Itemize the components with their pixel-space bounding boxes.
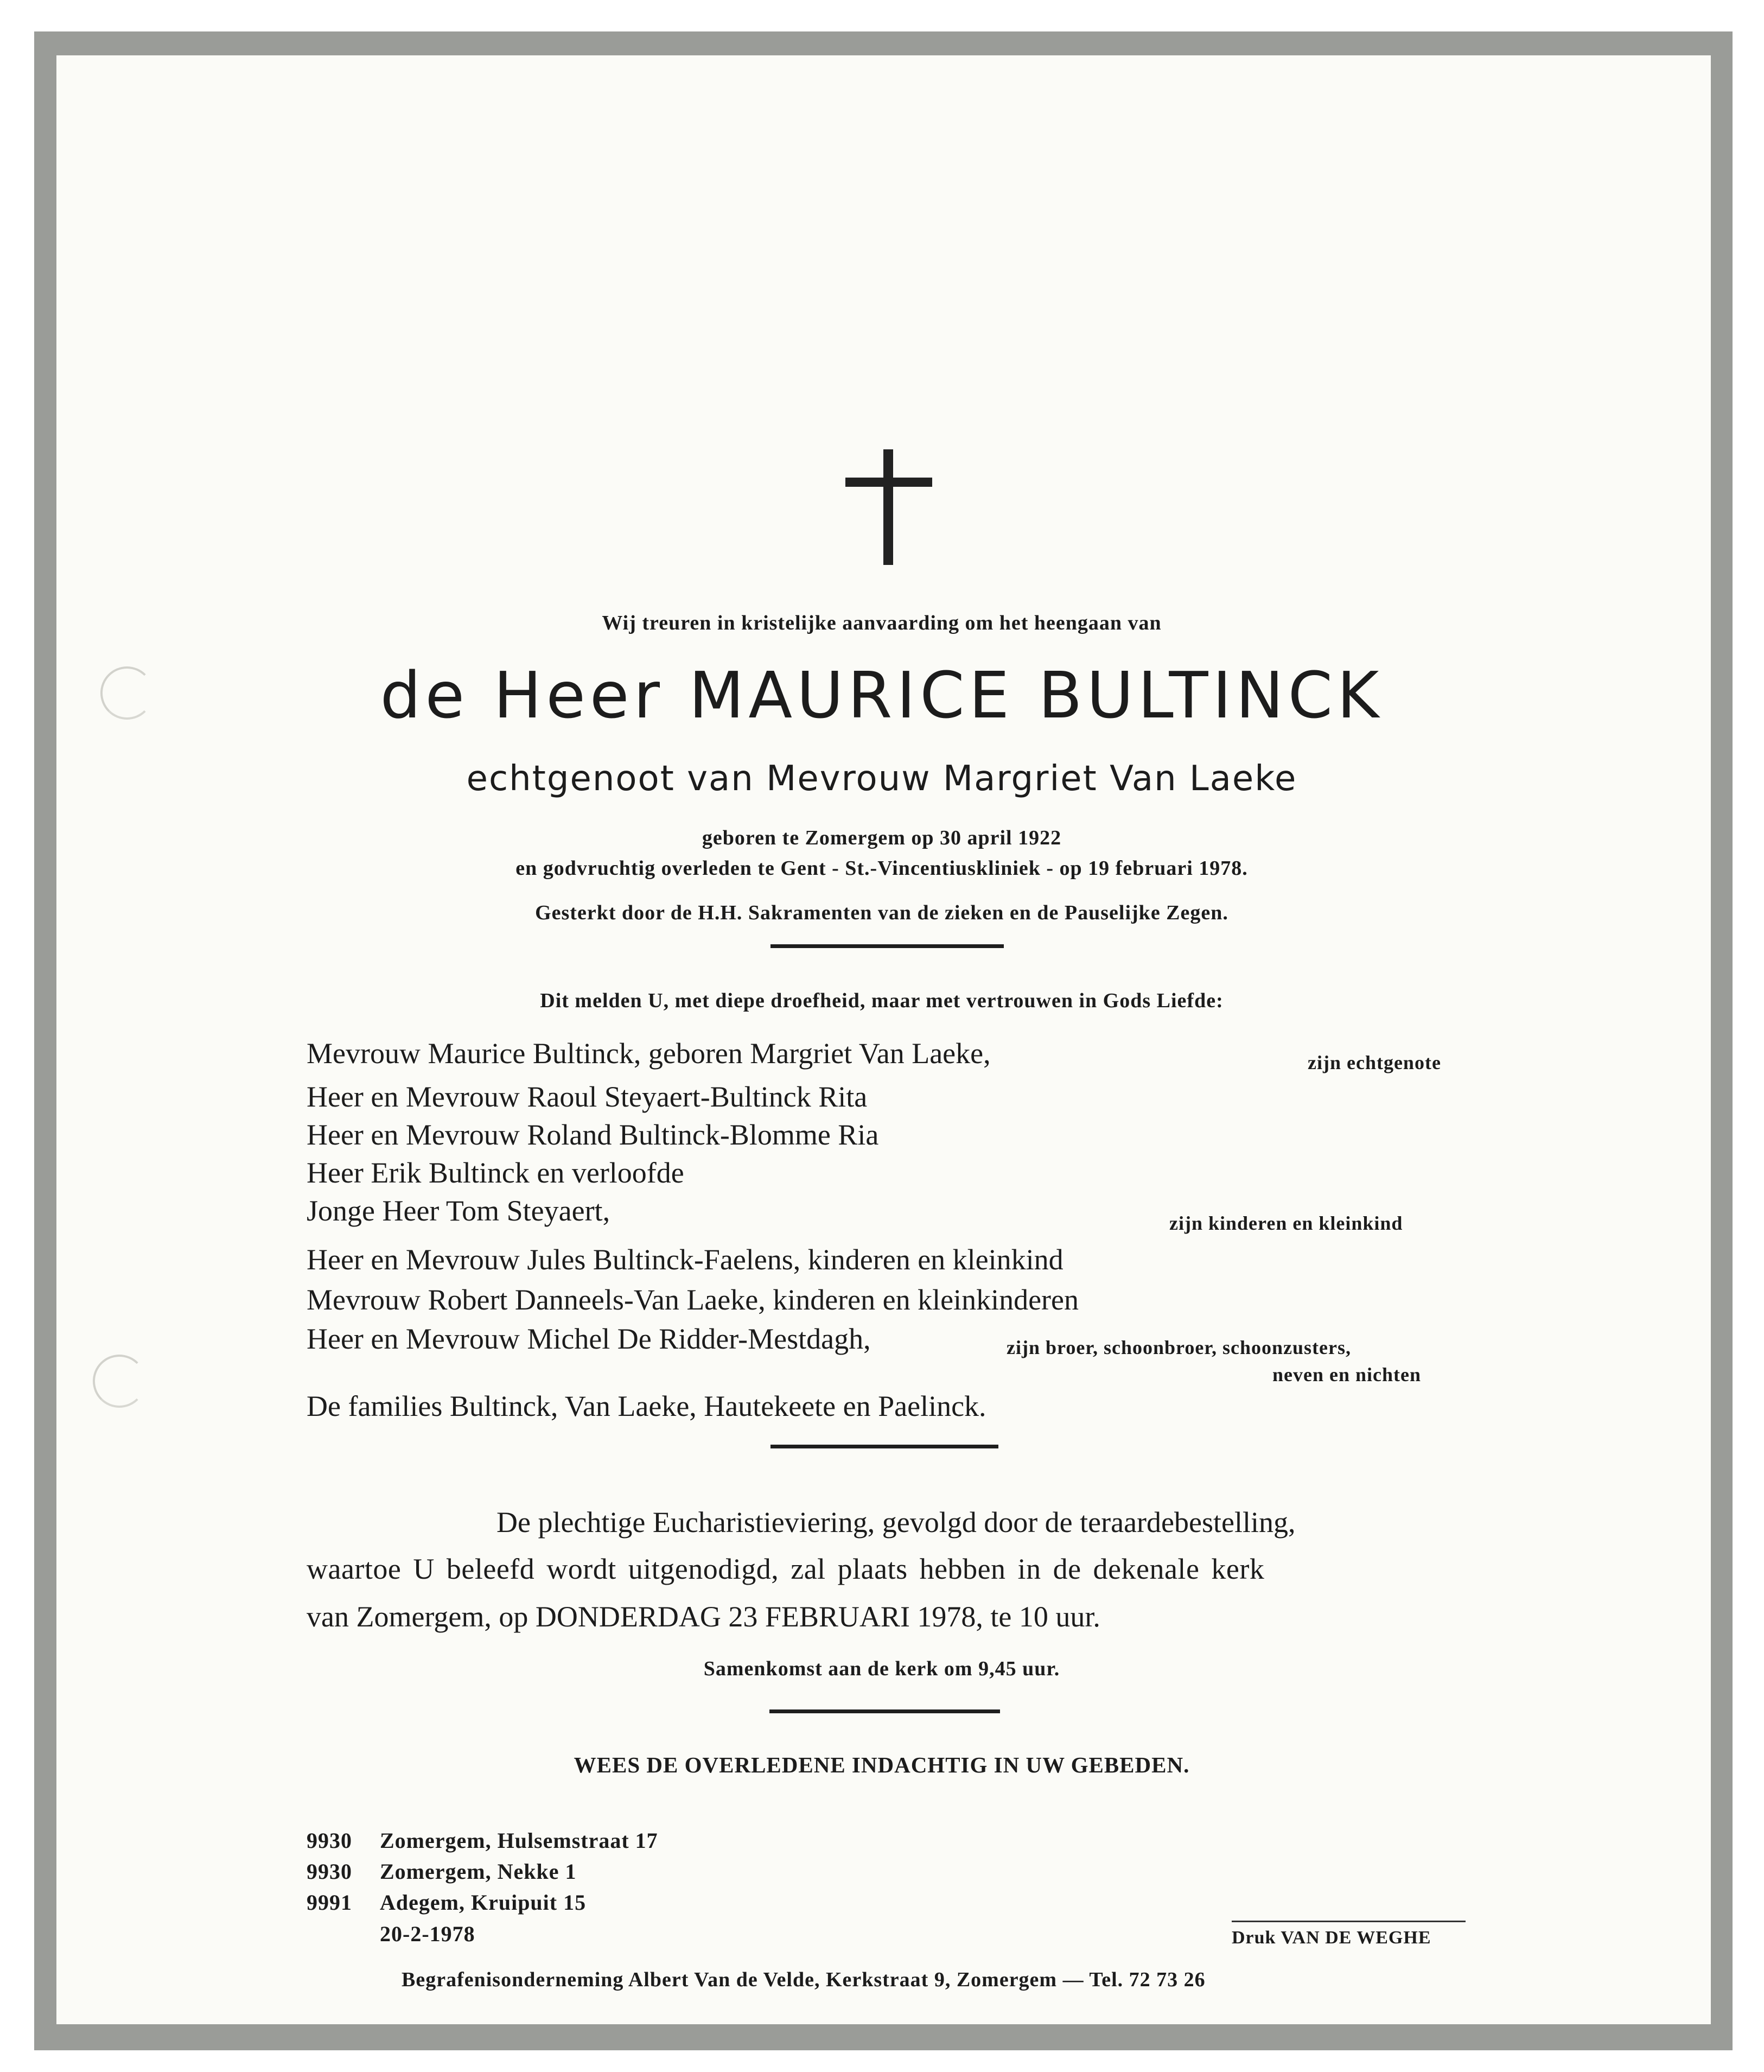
family-note-5: zijn kinderen en kleinkind — [1169, 1212, 1403, 1234]
family-note-8: zijn broer, schoonbroer, schoonzusters, — [1007, 1337, 1352, 1358]
family-line-6: Heer en Mevrouw Jules Bultinck-Faelens, kinderen en kleinkind — [307, 1243, 1064, 1276]
intro-text: Wij treuren in kristelijke aanvaarding om het heengaan van — [602, 612, 1162, 634]
address-place-1: Zomergem, Hulsemstraat 17 — [380, 1828, 658, 1853]
family-line-7: Mevrouw Robert Danneels-Van Laeke, kinderen en kleinkinderen — [307, 1283, 1079, 1316]
family-line-3: Heer en Mevrouw Roland Bultinck-Blomme Ria — [307, 1118, 879, 1151]
date-line: 20-2-1978 — [380, 1922, 475, 1946]
deceased-name: de Heer MAURICE BULTINCK — [380, 658, 1384, 733]
punch-hole-top — [100, 666, 154, 720]
address-code-2: 9930 — [307, 1859, 352, 1884]
family-line-8: Heer en Mevrouw Michel De Ridder-Mestdagh, — [307, 1323, 871, 1355]
family-line-4: Heer Erik Bultinck en verloofde — [307, 1156, 684, 1189]
address-code-3: 9991 — [307, 1890, 352, 1915]
family-line-1: Mevrouw Maurice Bultinck, geboren Margriet Van Laeke, — [307, 1037, 991, 1070]
family-line-9: De families Bultinck, Van Laeke, Hautekeete en Paelinck. — [307, 1390, 986, 1422]
spouse-line: echtgenoot van Mevrouw Margriet Van Laeke — [466, 759, 1297, 799]
divider-1 — [770, 944, 1004, 948]
address-place-2: Zomergem, Nekke 1 — [380, 1859, 577, 1884]
died-line: en godvruchtig overleden te Gent - St.-Vincentiuskliniek - op 19 februari 1978. — [515, 857, 1248, 880]
ceremony-line-3: van Zomergem, op DONDERDAG 23 FEBRUARI 1978, te 10 uur. — [307, 1600, 1100, 1633]
printer-rule — [1232, 1921, 1466, 1922]
family-line-5: Jonge Heer Tom Steyaert, — [307, 1194, 610, 1227]
address-code-1: 9930 — [307, 1828, 352, 1853]
sacraments-line: Gesterkt door de H.H. Sakramenten van de zieken en de Pauselijke Zegen. — [535, 901, 1228, 924]
family-note-8b: neven en nichten — [1272, 1364, 1422, 1385]
address-place-3: Adegem, Kruipuit 15 — [380, 1890, 587, 1915]
born-line: geboren te Zomergem op 30 april 1922 — [702, 827, 1062, 849]
punch-hole-bottom — [93, 1355, 146, 1408]
printer-line: Druk VAN DE WEGHE — [1232, 1928, 1431, 1948]
ceremony-line-1: De plechtige Eucharistieviering, gevolgd door de teraardebestelling, — [496, 1506, 1296, 1539]
divider-3 — [769, 1709, 1000, 1713]
prayer-line: WEES DE OVERLEDENE INDACHTIG IN UW GEBEDEN. — [574, 1752, 1190, 1777]
divider-2 — [770, 1445, 998, 1448]
family-note-1: zijn echtgenote — [1308, 1052, 1441, 1073]
gathering-line: Samenkomst aan de kerk om 9,45 uur. — [703, 1657, 1060, 1680]
undertaker-line: Begrafenisonderneming Albert Van de Velde, Kerkstraat 9, Zomergem — Tel. 72 73 26 — [402, 1968, 1206, 1991]
family-line-2: Heer en Mevrouw Raoul Steyaert-Bultinck Rita — [307, 1081, 868, 1113]
announcement-line: Dit melden U, met diepe droefheid, maar met vertrouwen in Gods Liefde: — [540, 989, 1224, 1012]
ceremony-line-2: waartoe U beleefd wordt uitgenodigd, zal plaats hebben in de dekenale kerk — [307, 1553, 1265, 1585]
